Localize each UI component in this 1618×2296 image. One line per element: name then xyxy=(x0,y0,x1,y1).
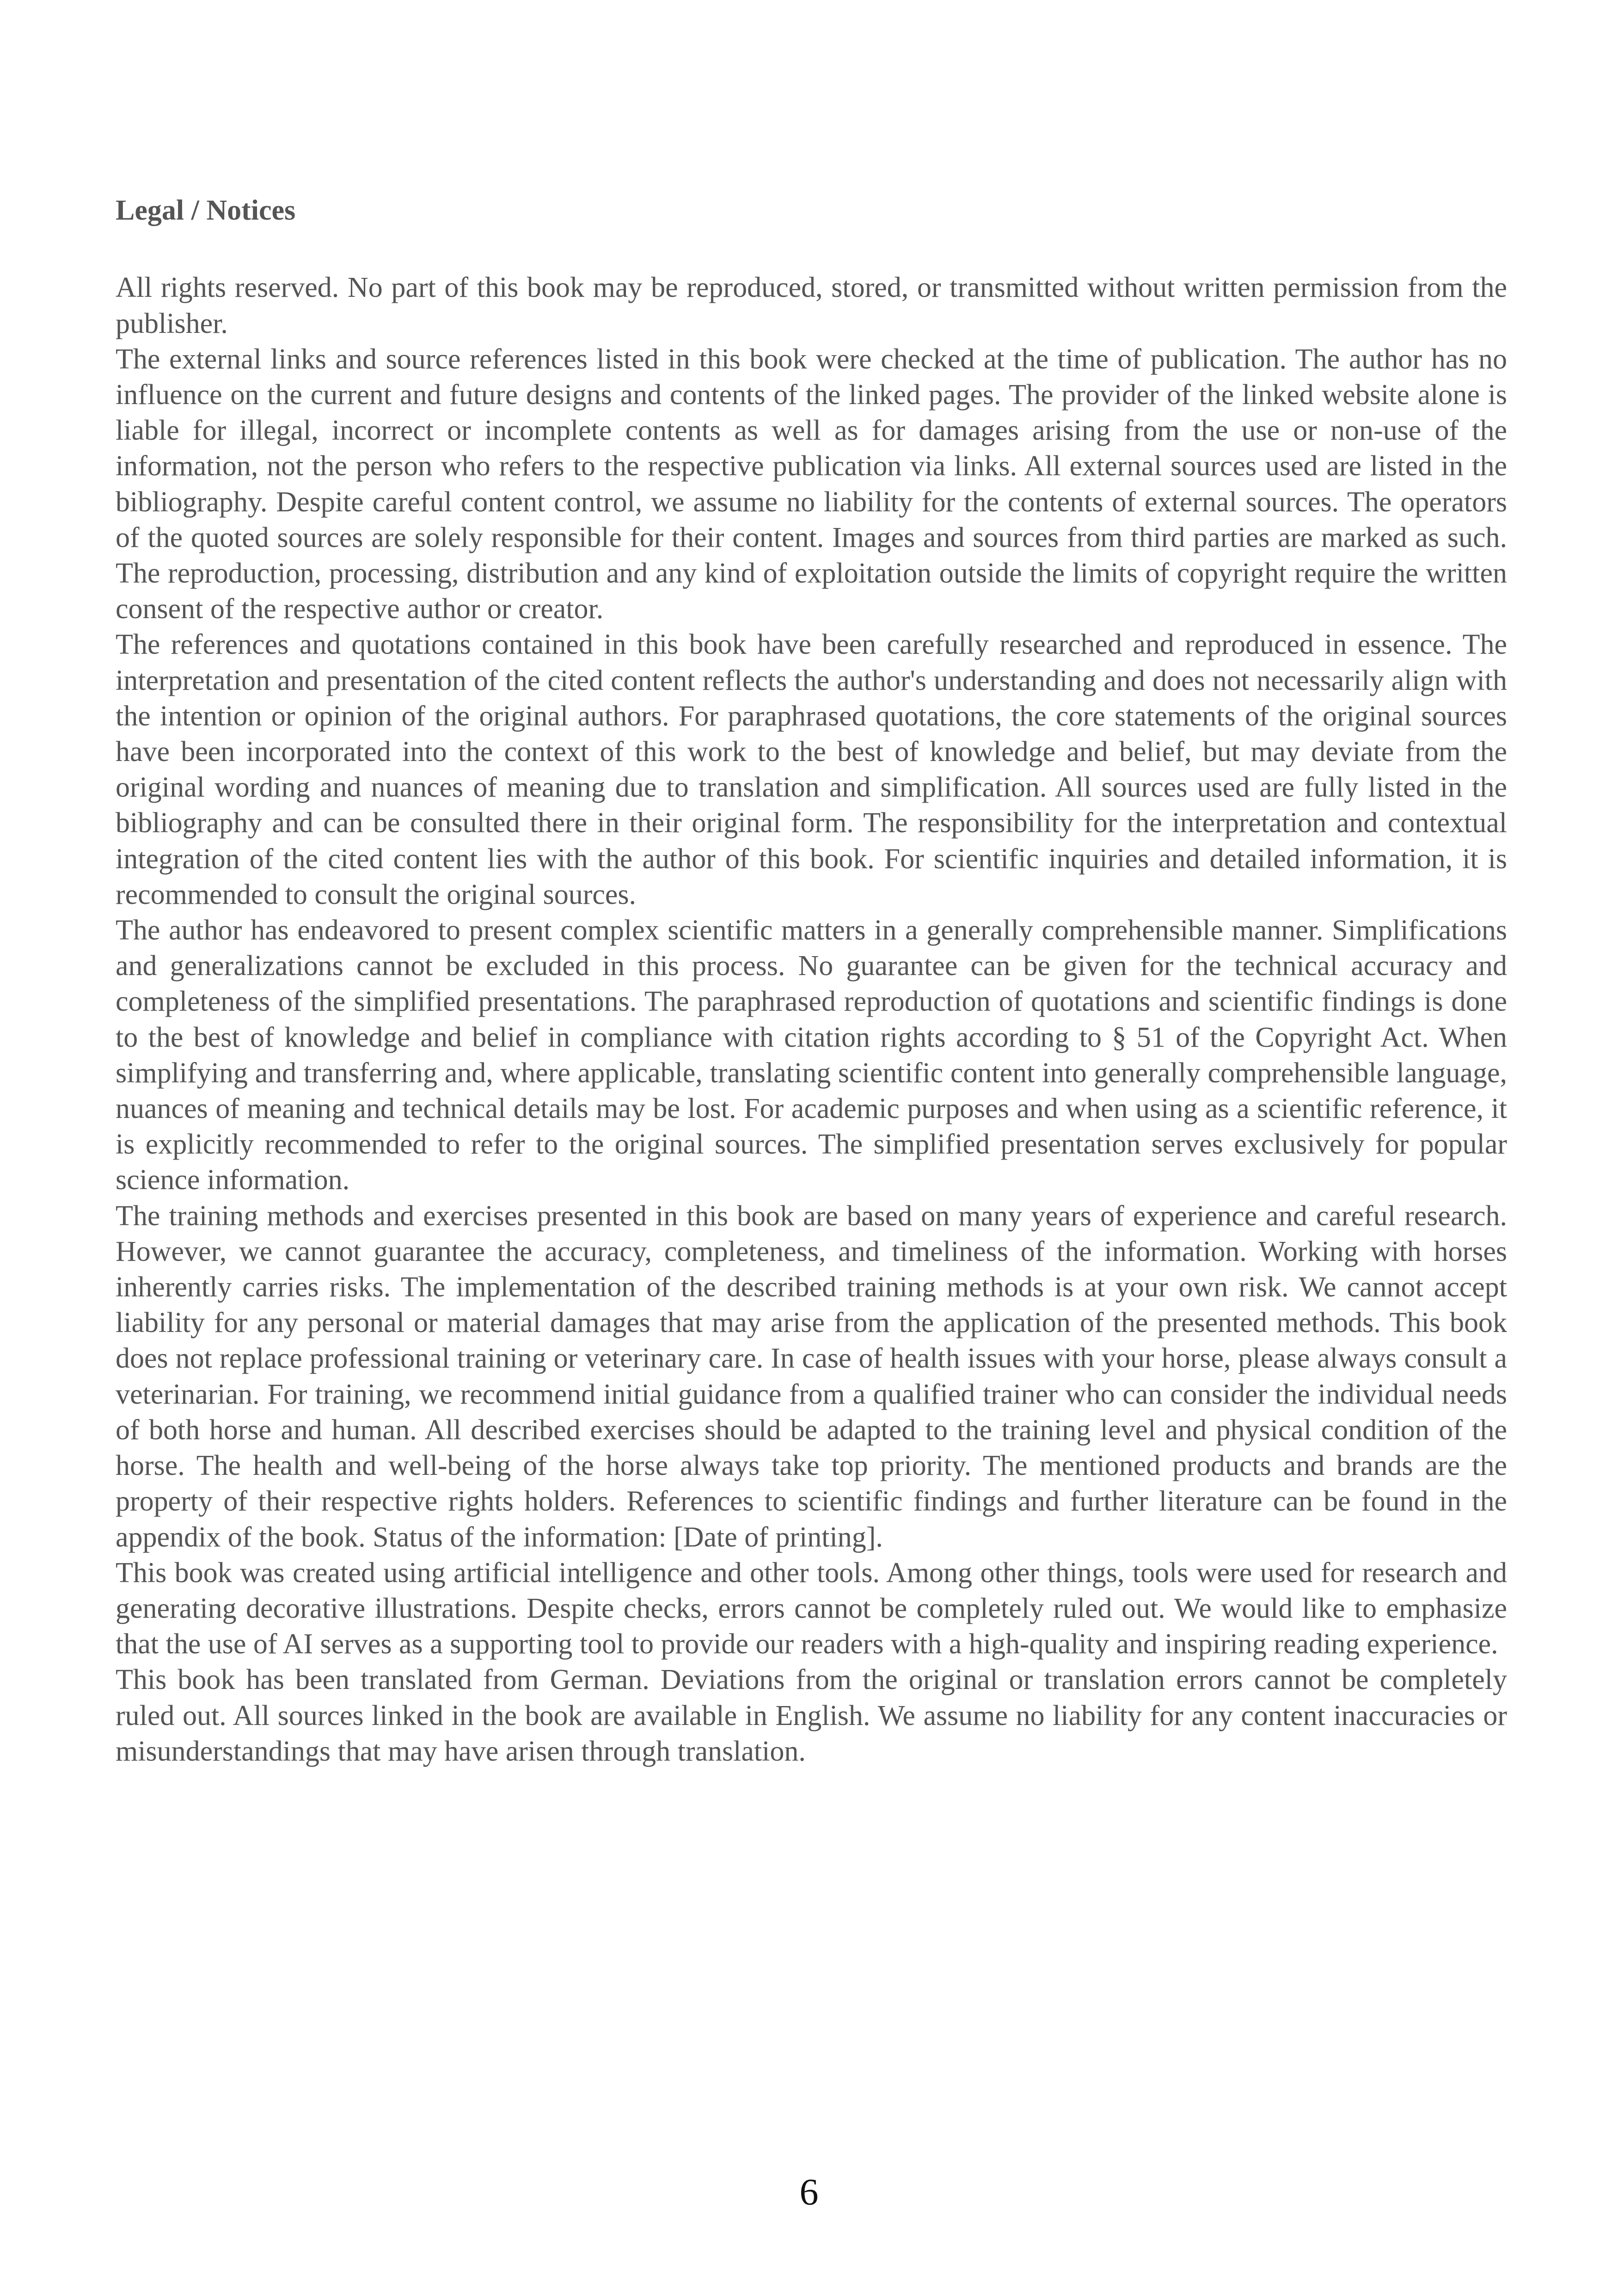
paragraph-translation: This book has been translated from German. Deviations from the original or translation errors cannot be completely ruled out. All sources linked in the book are available in English. We assume no liability for any content inaccuracies or misunderstandings that may have arisen through translation. xyxy=(116,1664,1507,1767)
paragraph-external-links: The external links and source references listed in this book were checked at the time of publication. The author has no influence on the current and future designs and contents of the linked pages. The provider of the linked website alone is liable for illegal, incorrect or incomplete contents as well as for damages arising from the use or non-use of the information, not the person who refers to the respective publication via links. All external sources used are listed in the bibliography. Despite careful content control, we assume no liability for the contents of external sources. The operators of the quoted sources are solely responsible for their content. Images and sources from third parties are marked as such. The reproduction, processing, distribution and any kind of exploitation outside the limits of copyright require the written consent of the respective author or creator. xyxy=(116,343,1507,625)
legal-notices-section xyxy=(116,193,1507,1769)
paragraph-training-disclaimer: The training methods and exercises presented in this book are based on many years of experience and careful research. However, we cannot guarantee the accuracy, completeness, and timeliness of the information. Working with horses inherently carries risks. The implementation of the described training methods is at your own risk. We cannot accept liability for any personal or material damages that may arise from the application of the presented methods. This book does not replace professional training or veterinary care. In case of health issues with your horse, please always consult a veterinarian. For training, we recommend initial guidance from a qualified trainer who can consider the individual needs of both horse and human. All described exercises should be adapted to the training level and physical condition of the horse. The health and well-being of the horse always take top priority. The mentioned products and brands are the property of their respective rights holders. References to scientific findings and further literature can be found in the appendix of the book. Status of the information: [Date of printing]. xyxy=(116,1200,1507,1553)
paragraph-rights: All rights reserved. No part of this book may be reproduced, stored, or transmitted without written permission from the publisher. xyxy=(116,272,1507,339)
page-number: 6 xyxy=(799,2171,819,2213)
paragraph-references: The references and quotations contained in this book have been carefully researched and reproduced in essence. The interpretation and presentation of the cited content reflects the author's understanding and does not necessarily align with the intention or opinion of the original authors. For paraphrased quotations, the core statements of the original sources have been incorporated into the context of this work to the best of knowledge and belief, but may deviate from the original wording and nuances of meaning due to translation and simplification. All sources used are fully listed in the bibliography and can be consulted there in their original form. The responsibility for the interpretation and contextual integration of the cited content lies with the author of this book. For scientific inquiries and detailed information, it is recommended to consult the original sources. xyxy=(116,629,1507,910)
paragraph-ai-usage: This book was created using artificial intelligence and other tools. Among other things, tools were used for research and generating decorative illustrations. Despite checks, errors cannot be completely ruled out. We would like to emphasize that the use of AI serves as a supporting tool to provide our readers with a high-quality and inspiring reading experience. xyxy=(116,1557,1507,1660)
section-heading: Legal / Notices xyxy=(116,195,296,226)
paragraph-simplification: The author has endeavored to present complex scientific matters in a generally comprehensible manner. Simplifications and generalizations cannot be excluded in this process. No guarantee can be given for the technical accuracy and completeness of the simplified presentations. The paraphrased reproduction of quotations and scientific findings is done to the best of knowledge and belief in compliance with citation rights according to § 51 of the Copyright Act. When simplifying and transferring and, where applicable, translating scientific content into generally comprehensible language, nuances of meaning and technical details may be lost. For academic purposes and when using as a scientific reference, it is explicitly recommended to refer to the original sources. The simplified presentation serves exclusively for popular science information. xyxy=(116,915,1507,1196)
